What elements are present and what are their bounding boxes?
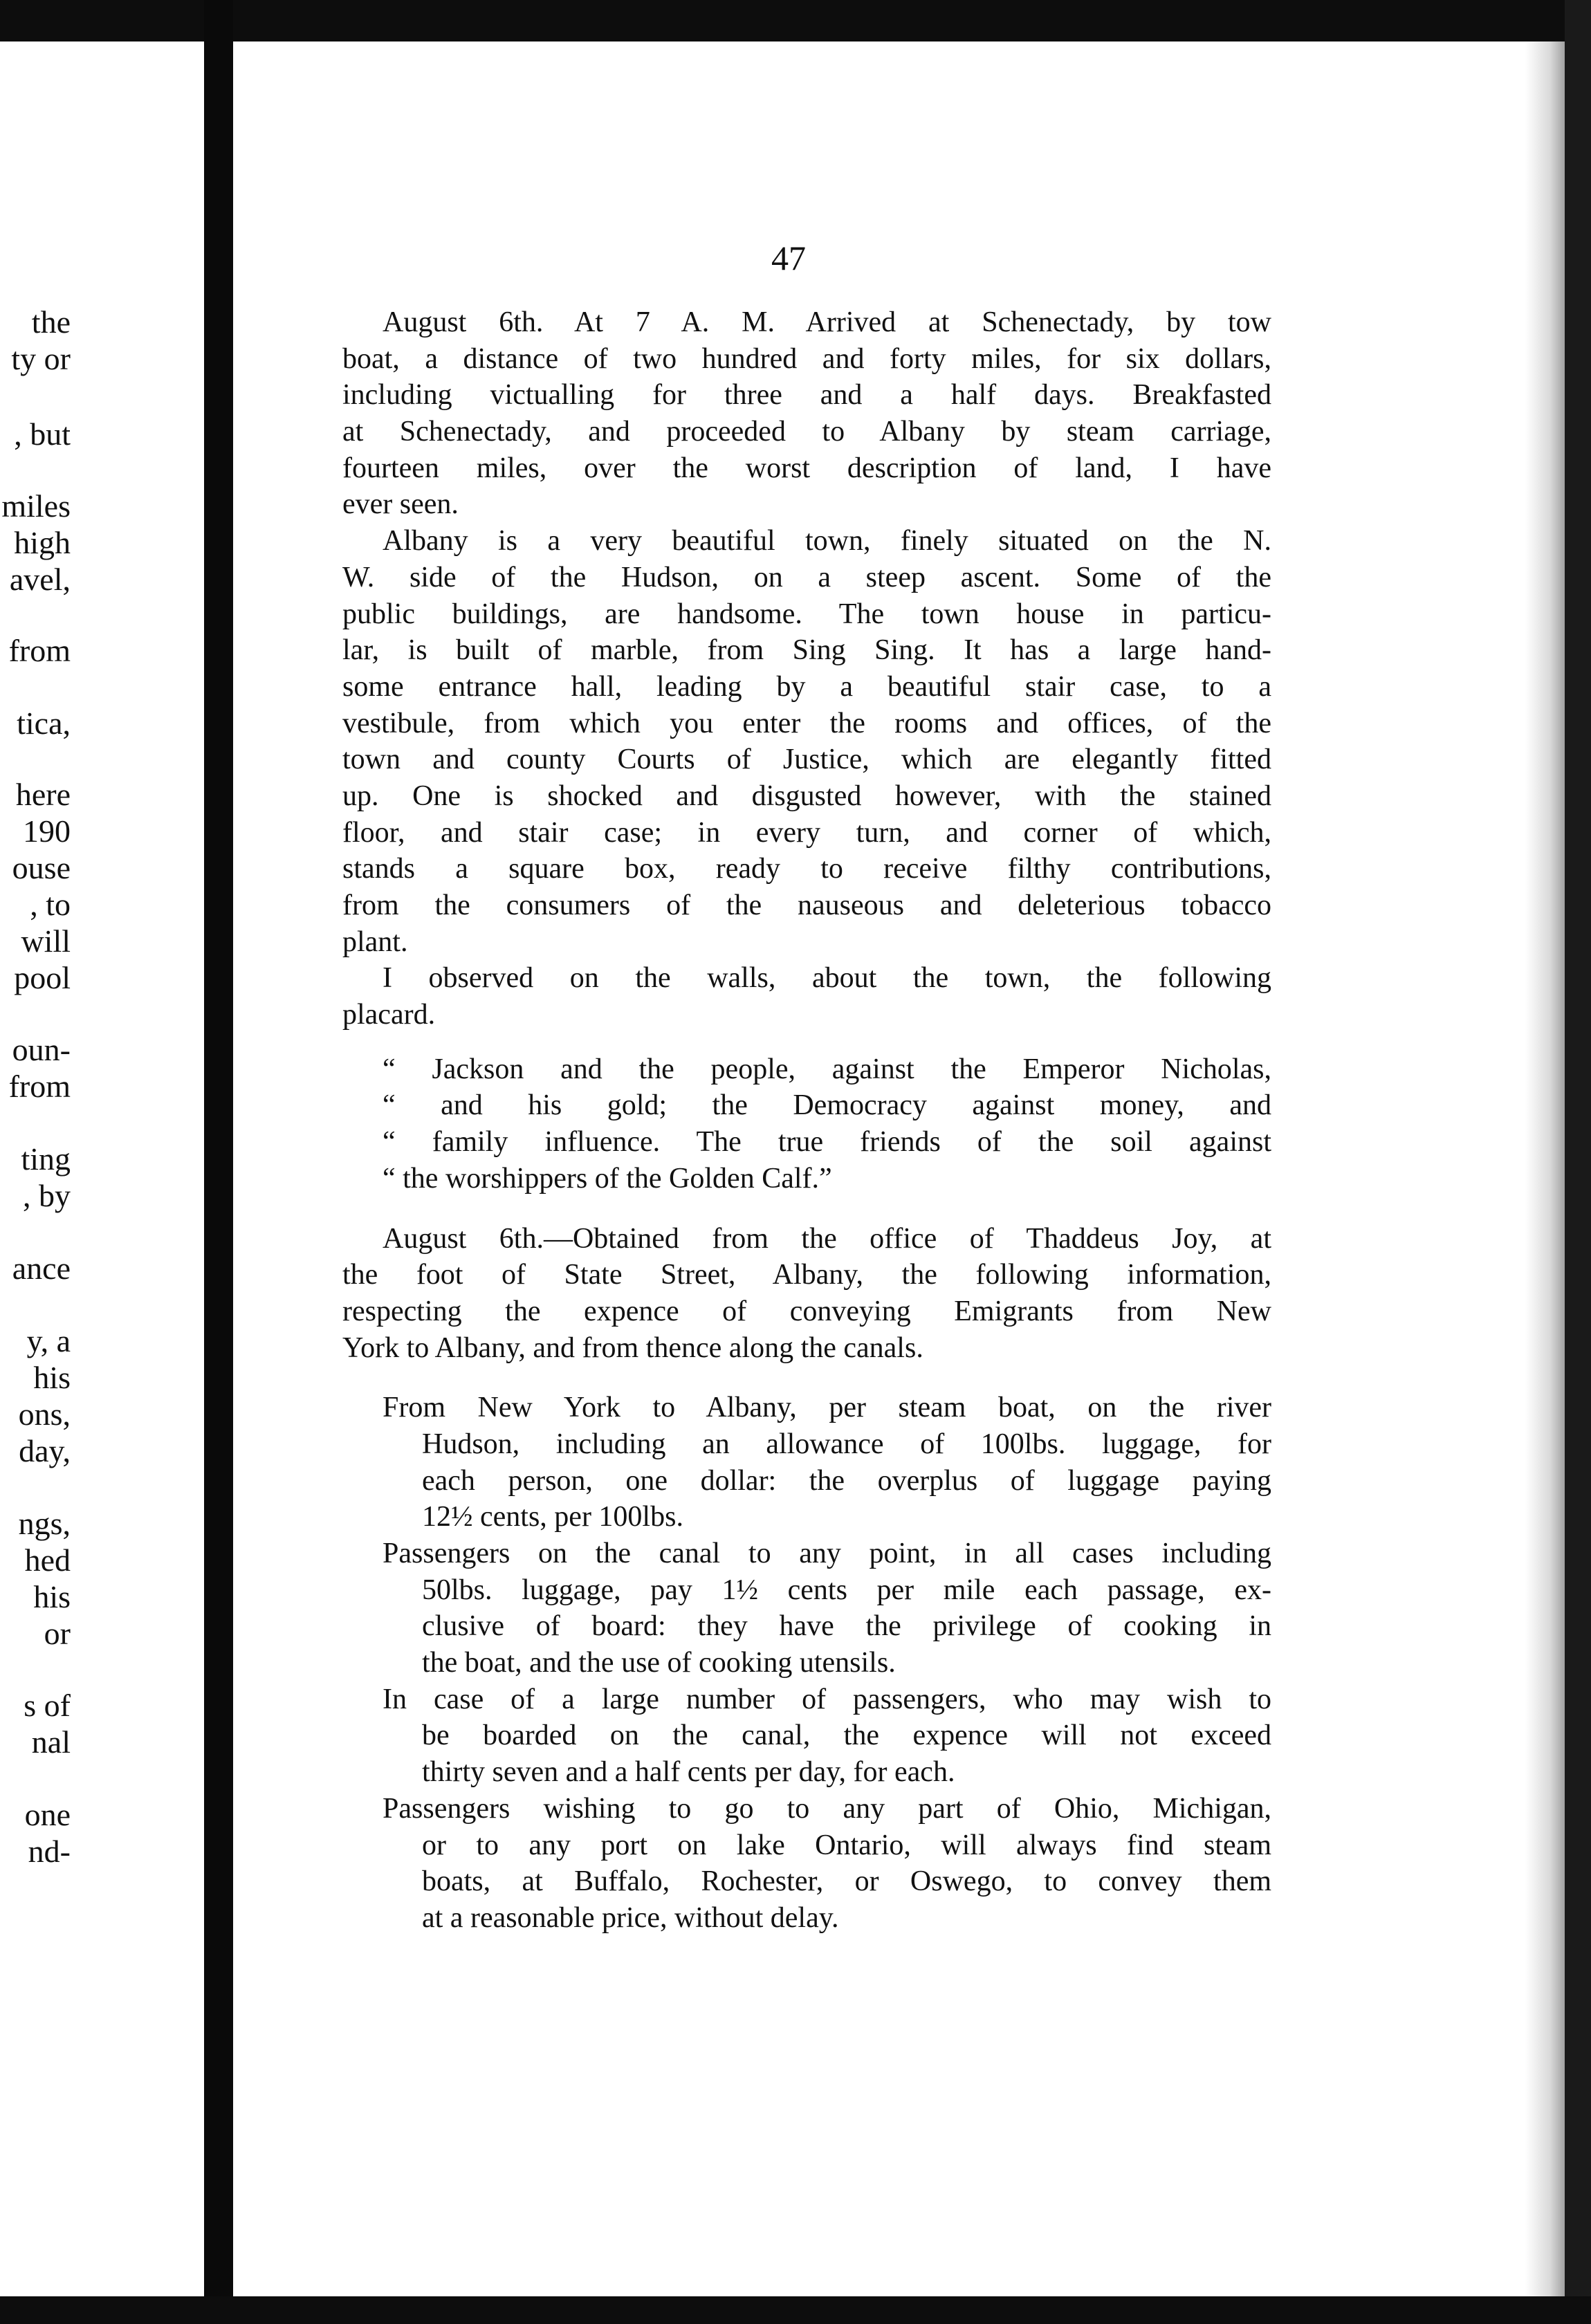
- text-line: from the consumers of the nauseous and deleterious tobacco: [342, 889, 1271, 921]
- text-line: lar, is built of marble, from Sing Sing. It has a large hand-: [342, 634, 1271, 667]
- text-line: stands a square box, ready to receive filthy contributions,: [342, 853, 1271, 885]
- list-item: [342, 1681, 1271, 1791]
- text-line: Albany is a very beautiful town, finely situated on the N.: [383, 525, 1271, 557]
- paragraph: [342, 960, 1271, 1033]
- text-line: up. One is shocked and disgusted however, with the stained: [342, 780, 1271, 812]
- placard-quote: [342, 1051, 1271, 1197]
- list-line: the boat, and the use of cooking utensils.: [422, 1647, 896, 1679]
- text-line: York to Albany, and from thence along the canals.: [342, 1331, 923, 1364]
- facing-line: ting: [21, 1141, 71, 1177]
- text-line: boat, a distance of two hundred and forty miles, for six dollars,: [342, 342, 1271, 375]
- facing-line: pool: [14, 960, 71, 995]
- page-body: [342, 304, 1271, 1937]
- text-line: the foot of State Street, Albany, the following information,: [342, 1259, 1271, 1291]
- facing-page-text: [0, 0, 71, 2324]
- facing-line: ty or: [11, 341, 71, 376]
- facing-line: 190: [23, 813, 71, 849]
- facing-line: or: [44, 1616, 71, 1651]
- list-line: In case of a large number of passengers, who may wish to: [383, 1683, 1271, 1715]
- facing-line: , but: [14, 416, 71, 452]
- facing-line: the: [31, 304, 71, 340]
- text-line: fourteen miles, over the worst description of land, I have: [342, 452, 1271, 484]
- facing-line: miles: [1, 488, 71, 524]
- scan-border-bottom: [0, 2296, 1591, 2324]
- text-line: August 6th.—Obtained from the office of Thaddeus Joy, at: [383, 1222, 1271, 1255]
- list-line: or to any port on lake Ontario, will always find steam: [422, 1829, 1271, 1861]
- text-line: including victualling for three and a half days. Breakfasted: [342, 379, 1271, 412]
- fare-list: [342, 1390, 1271, 1936]
- text-line: W. side of the Hudson, on a steep ascent. Some of the: [342, 561, 1271, 593]
- page-edge-shadow: [1525, 42, 1567, 2303]
- facing-line: avel,: [9, 562, 71, 597]
- facing-line: his: [33, 1360, 71, 1395]
- list-line: at a reasonable price, without delay.: [422, 1901, 839, 1934]
- facing-line: from: [8, 1069, 71, 1104]
- facing-line: high: [14, 525, 71, 560]
- text-line: vestibule, from which you enter the rooms and offices, of the: [342, 707, 1271, 739]
- text-line: I observed on the walls, about the town, the following: [383, 962, 1271, 995]
- list-line: be boarded on the canal, the expence will not exceed: [422, 1719, 1271, 1752]
- book-gutter: [204, 0, 233, 2324]
- list-line: From New York to Albany, per steam boat, on the river: [383, 1392, 1271, 1424]
- facing-line: s of: [24, 1688, 71, 1723]
- facing-line: day,: [19, 1433, 71, 1468]
- text-line: public buildings, are handsome. The town house in particu-: [342, 598, 1271, 630]
- text-line: at Schenectady, and proceeded to Albany by steam carriage,: [342, 416, 1271, 448]
- quote-line: “ Jackson and the people, against the Emperor Nicholas,: [383, 1053, 1271, 1085]
- facing-line: one: [24, 1797, 71, 1832]
- list-line: Hudson, including an allowance of 100lbs. luggage, for: [422, 1428, 1271, 1460]
- list-line: Passengers wishing to go to any part of Ohio, Michigan,: [383, 1792, 1271, 1825]
- facing-line: , to: [30, 887, 71, 922]
- facing-line: tica,: [17, 706, 71, 741]
- text-line: respecting the expence of conveying Emigrants from New: [342, 1295, 1271, 1327]
- spacer: [342, 1033, 1271, 1051]
- list-item: [342, 1536, 1271, 1681]
- quote-line: “ family influence. The true friends of the soil against: [383, 1126, 1271, 1159]
- quote-line: “ the worshippers of the Golden Calf.”: [383, 1162, 832, 1195]
- quote-line: “ and his gold; the Democracy against money, and: [383, 1089, 1271, 1122]
- paragraph: [342, 523, 1271, 960]
- text-line: August 6th. At 7 A. M. Arrived at Schenectady, by tow: [383, 306, 1271, 338]
- facing-line: ngs,: [18, 1506, 71, 1541]
- facing-line: ouse: [12, 850, 71, 885]
- facing-line: ons,: [18, 1396, 71, 1432]
- facing-line: nal: [31, 1724, 71, 1760]
- spacer: [342, 1366, 1271, 1390]
- list-item: [342, 1390, 1271, 1536]
- list-item: [342, 1791, 1271, 1937]
- text-line: ever seen.: [342, 488, 459, 521]
- facing-line: nd-: [28, 1834, 71, 1869]
- text-line: town and county Courts of Justice, which are elegantly fitted: [342, 744, 1271, 776]
- facing-line: y, a: [26, 1323, 71, 1358]
- paragraph: [342, 304, 1271, 523]
- facing-line: his: [33, 1579, 71, 1614]
- facing-line: here: [15, 777, 71, 812]
- scan-border-right: [1565, 0, 1591, 2324]
- list-line: boats, at Buffalo, Rochester, or Oswego, to convey them: [422, 1865, 1271, 1898]
- facing-line: ance: [12, 1251, 71, 1286]
- facing-line: will: [21, 923, 71, 959]
- facing-line: from: [8, 633, 71, 668]
- list-line: 12½ cents, per 100lbs.: [422, 1501, 683, 1533]
- text-line: floor, and stair case; in every turn, and corner of which,: [342, 816, 1271, 849]
- paragraph: [342, 1221, 1271, 1367]
- spacer: [342, 1197, 1271, 1221]
- text-line: some entrance hall, leading by a beautiful stair case, to a: [342, 670, 1271, 703]
- list-line: 50lbs. luggage, pay 1½ cents per mile each passage, ex-: [422, 1574, 1271, 1606]
- list-line: each person, one dollar: the overplus of luggage paying: [422, 1464, 1271, 1497]
- facing-line: oun-: [12, 1032, 71, 1067]
- text-line: plant.: [342, 925, 408, 958]
- text-line: placard.: [342, 999, 436, 1031]
- page-number: 47: [771, 239, 806, 277]
- list-line: Passengers on the canal to any point, in all cases including: [383, 1538, 1271, 1569]
- list-line: clusive of board: they have the privilege of cooking in: [422, 1610, 1271, 1643]
- facing-line: , by: [23, 1178, 71, 1213]
- list-line: thirty seven and a half cents per day, for each.: [422, 1756, 955, 1789]
- facing-line: hed: [24, 1542, 71, 1578]
